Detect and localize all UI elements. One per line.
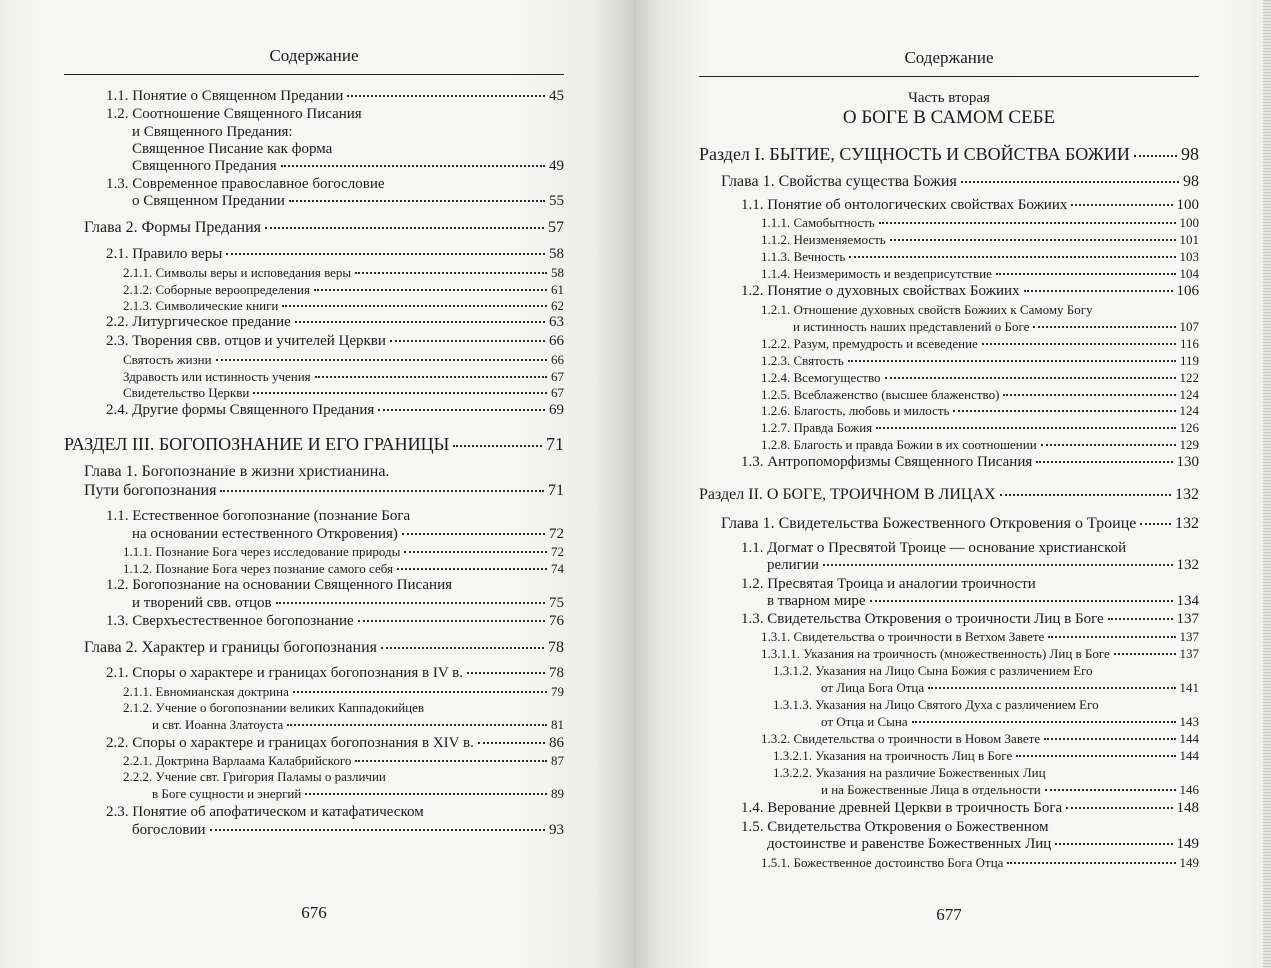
toc-entry-line: и Священного Предания:	[132, 124, 293, 140]
toc-chapter: Глава 2. Характер и границы богопознания 78	[84, 639, 564, 656]
toc-subentry: 1.1.2. Познание Бога через познание самого себя 74	[123, 561, 564, 576]
toc-subentry: Свидетельство Церкви 67	[123, 385, 564, 400]
running-head: Содержание	[904, 48, 994, 67]
toc-subentry: 1.2.4. Всемогущество 122	[761, 370, 1199, 385]
toc-subentry: 1.2.7. Правда Божия 126	[761, 420, 1199, 435]
toc-entry: 2.2. Споры о характере и границах богопознания в XIV в. 86	[106, 735, 564, 751]
toc-subentry: 1.2.3. Святость 119	[761, 353, 1199, 368]
toc-subentry: 1.1.1. Познание Бога через исследование природы 72	[123, 544, 564, 559]
toc-subentry: и истинность наших представлений о Боге 107	[793, 319, 1199, 334]
toc-section: РАЗДЕЛ III. БОГОПОЗНАНИЕ И ЕГО ГРАНИЦЫ 71	[64, 434, 564, 454]
toc-entry: 2.1. Правило веры 58	[106, 246, 564, 262]
toc-entry: 1.4. Верование древней Церкви в троичность Бога 148	[741, 800, 1199, 816]
toc-subentry-line: 1.2.1. Отношение духовных свойств Божиих к Самому Богу	[761, 302, 1093, 317]
toc-entry: 1.3. Сверхъестественное богопознание 76	[106, 613, 564, 629]
right-page	[633, 0, 1271, 968]
toc-subentry-line: 1.3.2.2. Указания на различие Божественных Лиц	[773, 765, 1046, 780]
toc-subentry: 1.1.3. Вечность 103	[761, 249, 1199, 264]
toc-entry: Священного Предания 49	[132, 158, 564, 174]
toc-subentry-line: 1.3.1.2. Указания на Лицо Сына Божия с различением Его	[773, 663, 1093, 678]
toc-entry: достоинстве и равенстве Божественных Лиц 149	[767, 836, 1199, 852]
toc-entry: богословии 93	[132, 822, 564, 838]
toc-subentry: 2.1.1. Символы веры и исповедания веры 58	[123, 265, 564, 280]
toc-entry-line: 1.2. Соотношение Священного Писания	[106, 106, 362, 122]
header-rule	[699, 76, 1199, 77]
toc-entry: религии 132	[767, 557, 1199, 573]
toc-entry-line: 1.5. Свидетельства Откровения о Божественном	[741, 819, 1049, 835]
toc-subentry: 1.2.6. Благость, любовь и милость 124	[761, 403, 1199, 418]
toc-subentry: 1.3.2.1. Указания на троичность Лиц в Боге 144	[773, 748, 1199, 763]
toc-subentry: 1.3.2. Свидетельства о троичности в Новом Завете 144	[761, 731, 1199, 746]
running-head: Содержание	[269, 46, 359, 65]
toc-entry: 1.3. Антропоморфизмы Священного Писания 130	[741, 454, 1199, 470]
toc-subentry: и на Божественные Лица в отдельности 146	[821, 782, 1199, 797]
toc-entry: 1.1. Понятие об онтологических свойствах Божиих 100	[741, 197, 1199, 213]
toc-entry: 1.2. Понятие о духовных свойствах Божиих 106	[741, 283, 1199, 299]
toc-subentry: 2.1.1. Евномианская доктрина 79	[123, 684, 564, 699]
toc-subentry: от Отца и Сына 143	[821, 714, 1199, 729]
toc-entry: 1.1. Понятие о Священном Предании 45	[106, 88, 564, 104]
toc-subentry: 2.1.2. Соборные вероопределения 61	[123, 282, 564, 297]
toc-entry-line: 1.1. Естественное богопознание (познание Бога	[106, 508, 411, 524]
toc-subentry: и свт. Иоанна Златоуста 81	[152, 717, 564, 732]
toc-entry-line: 1.1. Догмат о Пресвятой Троице — основание христианской	[741, 540, 1127, 556]
header-rule	[64, 74, 564, 75]
toc-chapter-line: Глава 1. Богопознание в жизни христианина.	[84, 463, 390, 480]
toc-entry: и творений свв. отцов 75	[132, 595, 564, 611]
toc-subentry: 1.3.1.1. Указания на троичность (множественность) Лиц в Боге 137	[761, 646, 1199, 661]
toc-subentry: Здравость или истинность учения 67	[123, 369, 564, 384]
toc-entry: о Священном Предании 55	[132, 193, 564, 209]
toc-subentry: от Лица Бога Отца 141	[821, 680, 1199, 695]
toc-entry: 2.1. Споры о характере и границах богопознания в IV в. 78	[106, 665, 564, 681]
toc-subentry: Святость жизни 66	[123, 352, 564, 367]
toc-entry: в тварном мире 134	[767, 593, 1199, 609]
toc-subentry: 1.1.1. Самобытность 100	[761, 215, 1199, 230]
toc-subentry: 1.3.1. Свидетельства о троичности в Ветхом Завете 137	[761, 629, 1199, 644]
toc-subentry: 1.1.2. Неизменяемость 101	[761, 232, 1199, 247]
toc-chapter: Глава 1. Свидетельства Божественного Откровения о Троице 132	[721, 515, 1199, 532]
part-title: О БОГЕ В САМОМ СЕБЕ	[842, 107, 1056, 128]
toc-subentry: в Боге сущности и энергий 89	[152, 786, 564, 801]
toc-entry-line: 1.2. Пресвятая Троица и аналогии троичности	[741, 576, 1036, 592]
part-label: Часть вторая	[908, 90, 990, 106]
toc-section: Раздел II. О БОГЕ, ТРОИЧНОМ В ЛИЦАХ 132	[699, 486, 1199, 503]
toc-subentry: 2.2.1. Доктрина Варлаама Калабрийского 87	[123, 753, 564, 768]
toc-subentry-line: 1.3.1.3. Указания на Лицо Святого Духа с различением Его	[773, 697, 1099, 712]
toc-entry-line: Священное Писание как форма	[132, 141, 333, 157]
toc-subentry: 2.1.3. Символические книги 62	[123, 298, 564, 313]
left-page	[0, 0, 633, 968]
toc-subentry-line: 2.2.2. Учение свт. Григория Паламы о различии	[123, 769, 386, 784]
toc-entry: 1.3. Свидетельства Откровения о троичности Лиц в Боге 137	[741, 611, 1199, 627]
toc-chapter: Пути богопознания 71	[84, 482, 564, 499]
toc-entry-line: 1.3. Современное православное богословие	[106, 176, 385, 192]
toc-chapter: Глава 2. Формы Предания 57	[84, 219, 564, 236]
page-number: 676	[301, 903, 327, 922]
toc-entry-line: 2.3. Понятие об апофатическом и катафатическом	[106, 804, 424, 820]
toc-subentry: 1.2.8. Благость и правда Божии в их соотношении 129	[761, 437, 1199, 452]
toc-subentry-line: 2.1.2. Учение о богопознании великих Каппадокийцев	[123, 700, 425, 715]
toc-subentry: 1.5.1. Божественное достоинство Бога Отца 149	[761, 855, 1199, 870]
toc-entry: на основании естественного Откровения) 72	[132, 526, 564, 542]
toc-entry: 2.2. Литургическое предание 63	[106, 314, 564, 330]
toc-subentry: 1.2.2. Разум, премудрость и всеведение 116	[761, 336, 1199, 351]
toc-section: Раздел I. БЫТИЕ, СУЩНОСТЬ И СВОЙСТВА БОЖИИ 98	[699, 144, 1199, 164]
toc-entry: 2.4. Другие формы Священного Предания 69	[106, 402, 564, 418]
toc-subentry: 1.2.5. Всеблаженство (высшее блаженство) 124	[761, 387, 1199, 402]
page-number: 677	[936, 905, 962, 924]
toc-entry: 2.3. Творения свв. отцов и учителей Церкви 66	[106, 333, 564, 349]
toc-entry-line: 1.2. Богопознание на основании Священного Писания	[106, 577, 453, 593]
toc-subentry: 1.1.4. Неизмеримость и вездеприсутствие 104	[761, 266, 1199, 281]
toc-chapter: Глава 1. Свойства существа Божия 98	[721, 173, 1199, 190]
